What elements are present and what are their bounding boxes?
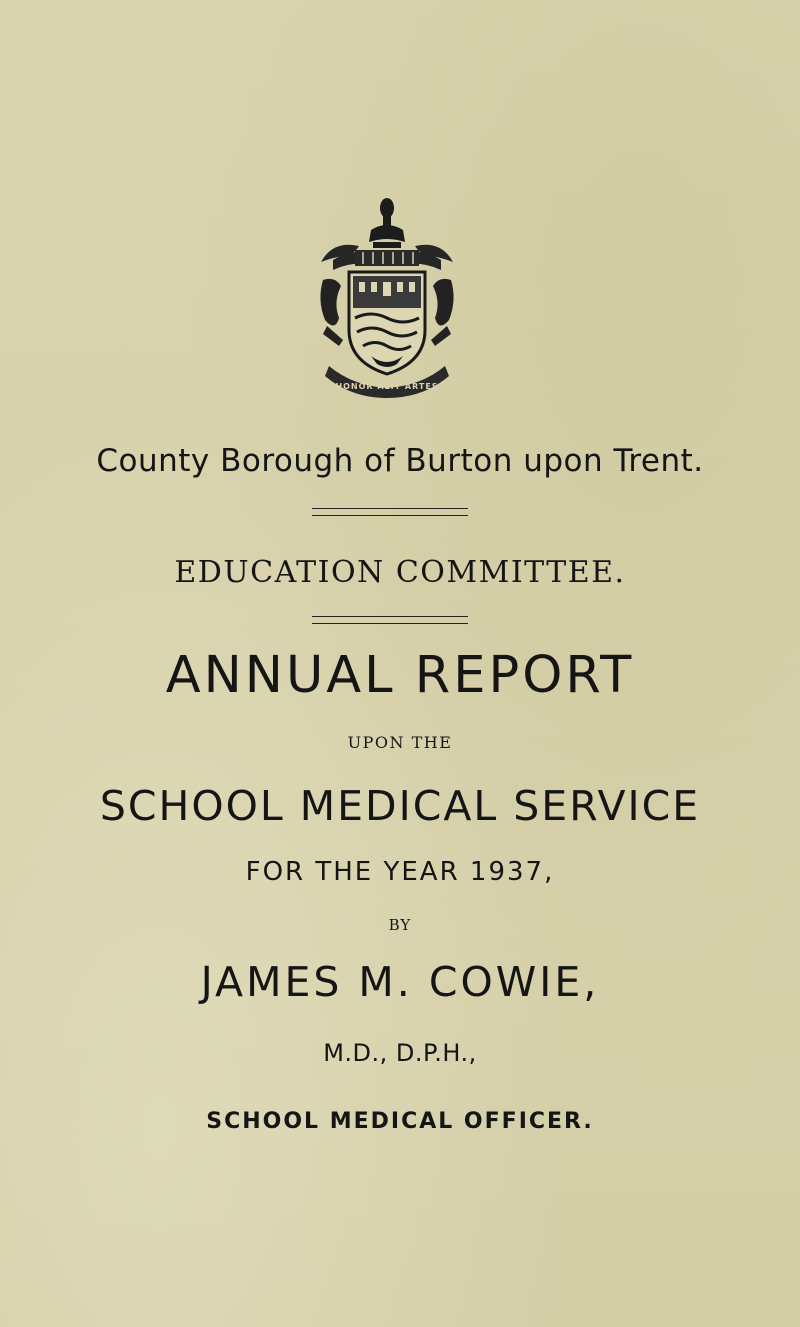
coat-of-arms-icon: [313, 190, 461, 400]
report-title: ANNUAL REPORT: [165, 646, 635, 705]
upon-the-label: UPON THE: [347, 733, 453, 752]
author-degrees: M.D., D.P.H.,: [323, 1039, 477, 1067]
report-subject: SCHOOL MEDICAL SERVICE: [99, 782, 701, 830]
motto-text: HONOR ALIT ARTES: [335, 382, 439, 391]
crest-ornament: [369, 198, 405, 248]
author-name: JAMES M. COWIE,: [200, 958, 600, 1006]
crest-band: [355, 250, 419, 266]
county-heading: County Borough of Burton upon Trent.: [96, 443, 704, 479]
report-year: FOR THE YEAR 1937,: [245, 857, 555, 887]
author-title: SCHOOL MEDICAL OFFICER.: [206, 1109, 594, 1134]
by-label: BY: [388, 916, 412, 934]
committee-heading: EDUCATION COMMITTEE.: [174, 555, 626, 590]
double-rule-divider: [312, 616, 468, 624]
double-rule-divider: [312, 508, 468, 516]
